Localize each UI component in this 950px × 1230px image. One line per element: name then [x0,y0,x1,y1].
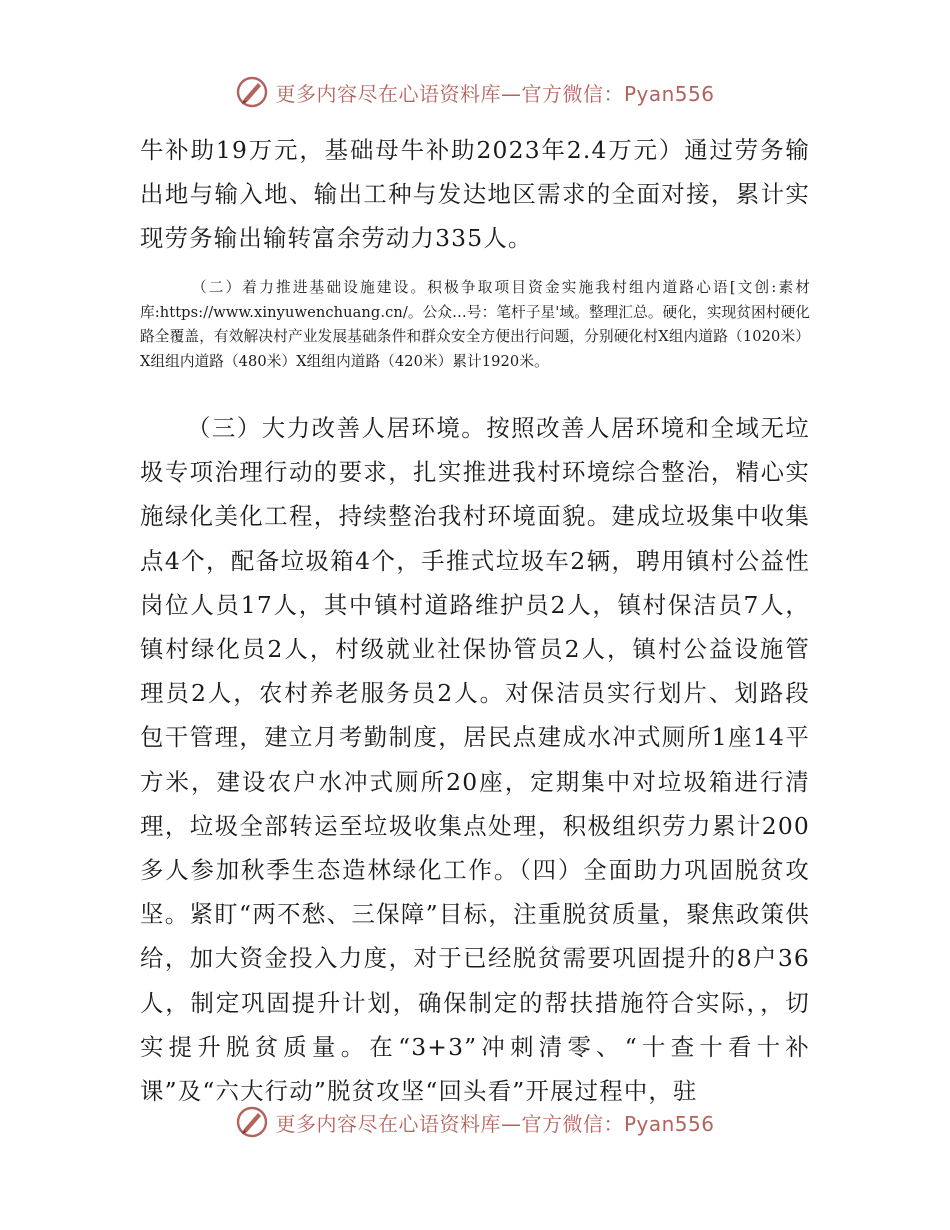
logo-icon [235,1105,269,1139]
footer-banner [0,1102,950,1142]
banner-text: 更多内容尽在心语资料库—官方微信：Pyan556 [275,81,715,106]
logo-icon [235,75,269,109]
header-banner [0,72,950,112]
banner-text: 更多内容尽在心语资料库—官方微信：Pyan556 [275,1111,715,1136]
paragraph-environment: （三）大力改善人居环境。按照改善人居环境和全域无垃圾专项治理行动的要求，扎实推进我村环境综合整治，精心实施绿化美化工程，持续整治我村环境面貌。建成垃圾集中收集点4个，配备垃圾箱4个，手推式垃圾车2辆，聘用镇村公益性岗位人员17人，其中镇村道路维护员2人，镇村保洁员7人，镇村绿化员2人，村级就业社保协管员2人，镇村公益设施管理员2人，农村养老服务员2人。对保洁员实行划片、划路段包干管理，建立月考勤制度，居民点建成水冲式厕所1座14平方米，建设农户水冲式厕所20座，定期集中对垃圾箱进行清理，垃圾全部转运至垃圾收集点处理，积极组织劳力累计200多人参加秋季生态造林绿化工作。（四）全面助力巩固脱贫攻坚。紧盯“两不愁、三保障”目标，注重脱贫质量，聚焦政策供给，加大资金投入力度，对于已经脱贫需要巩固提升的8户36人，制定巩固提升计划，确保制定的帮扶措施符合实际，，切实提升脱贫质量。在“3+3”冲刺清零、“十查十看十补课”及“六大行动”脱贫攻坚“回头看”开展过程中，驻 [140,414,810,1106]
paragraph-infrastructure: （二）着力推进基础设施建设。积极争取项目资金实施我村组内道路心语[文创:素材库:https://www.xinyuwenchuang.cn/。公众…号：笔杆子星'域。整理汇总。硬化，实现贫困村硬化路全覆盖，有效解决村产业发展基础条件和群众安全方便出行问题，分别硬化村X组内道路（1020米）X组组内道路（480米）X组组内道路（420米）累计1920米。 [140,279,810,370]
paragraph-continued: 牛补助19万元，基础母牛补助2023年2.4万元）通过劳务输出地与输入地、输出工种与发达地区需求的全面对接，累计实现劳务输出输转富余劳动力335人。 [140,136,810,253]
